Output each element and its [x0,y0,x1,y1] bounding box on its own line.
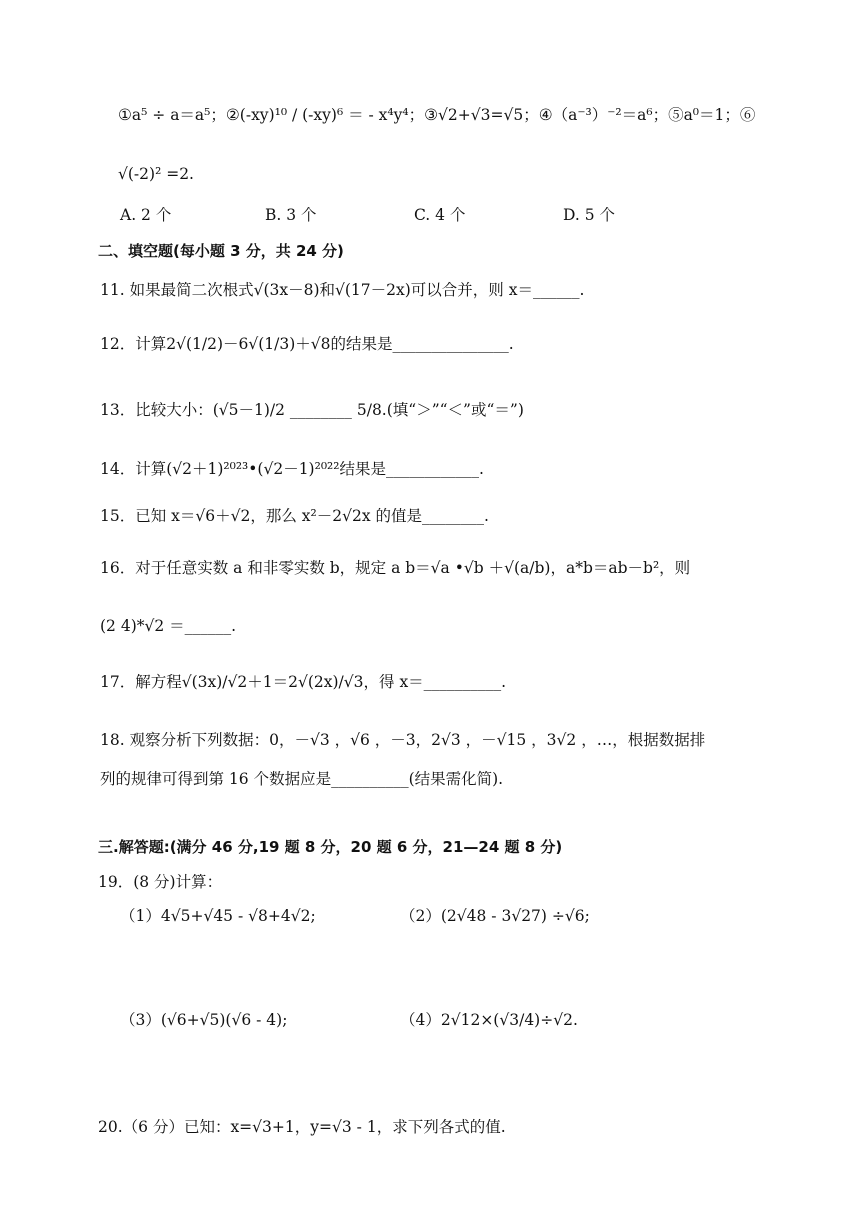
question-16-line1: 16．对于任意实数 a 和非零实数 b，规定 a b＝√a •√b ＋√(a/b)，a*b＝ab－b²，则 [100,559,691,577]
q10-statements-line1: ①a⁵ ÷ a＝a⁵；②(-xy)¹⁰ / (-xy)⁶ ＝ - x⁴y⁴；③√2+√3=√5；④（a⁻³）⁻²＝a⁶；⑤a⁰＝1；⑥ [118,106,756,124]
option-d: D. 5 个 [563,206,616,224]
question-19-part-4: （4）2√12×(√3/4)÷√2. [400,1011,578,1029]
q10-statements-line2: √(-2)² =2. [118,165,194,183]
question-18-line1: 18. 观察分析下列数据：0，－√3 ，√6 ，－3，2√3 ，－√15 ，3√2 ，…，根据数据排 [100,731,706,749]
option-b: B. 3 个 [265,206,317,224]
question-12: 12．计算2√(1/2)－6√(1/3)＋√8的结果是_______________. [100,335,514,353]
option-c: C. 4 个 [414,206,466,224]
question-19-part-3: （3）(√6+√5)(√6 - 4); [120,1011,288,1029]
question-16-line2: (2 4)*√2 ＝______. [100,617,237,635]
question-14: 14．计算(√2＋1)²⁰²³•(√2－1)²⁰²²结果是____________. [100,460,484,478]
question-19-part-2: （2）(2√48 - 3√27) ÷√6; [400,907,590,925]
question-17: 17．解方程√(3x)/√2＋1＝2√(2x)/√3，得 x＝__________. [100,673,507,691]
question-11: 11. 如果最简二次根式√(3x－8)和√(17－2x)可以合并，则 x＝______. [100,281,585,299]
section3-title: 三.解答题:(满分 46 分,19 题 8 分，20 题 6 分，21—24 题 8 分) [98,838,563,856]
question-19-part-1: （1）4√5+√45 - √8+4√2; [120,907,316,925]
section2-title: 二、填空题(每小题 3 分，共 24 分) [98,242,344,260]
question-15: 15．已知 x＝√6＋√2，那么 x²－2√2x 的值是________. [100,507,489,525]
question-20: 20.（6 分）已知：x=√3+1，y=√3 - 1，求下列各式的值. [98,1118,506,1136]
question-18-line2: 列的规律可得到第 16 个数据应是__________(结果需化简). [100,770,504,788]
question-19-title: 19．(8 分)计算： [98,873,223,891]
question-13: 13．比较大小：(√5－1)/2 ________ 5/8.(填“＞”“＜”或“＝”) [100,401,524,419]
option-a: A. 2 个 [120,206,172,224]
